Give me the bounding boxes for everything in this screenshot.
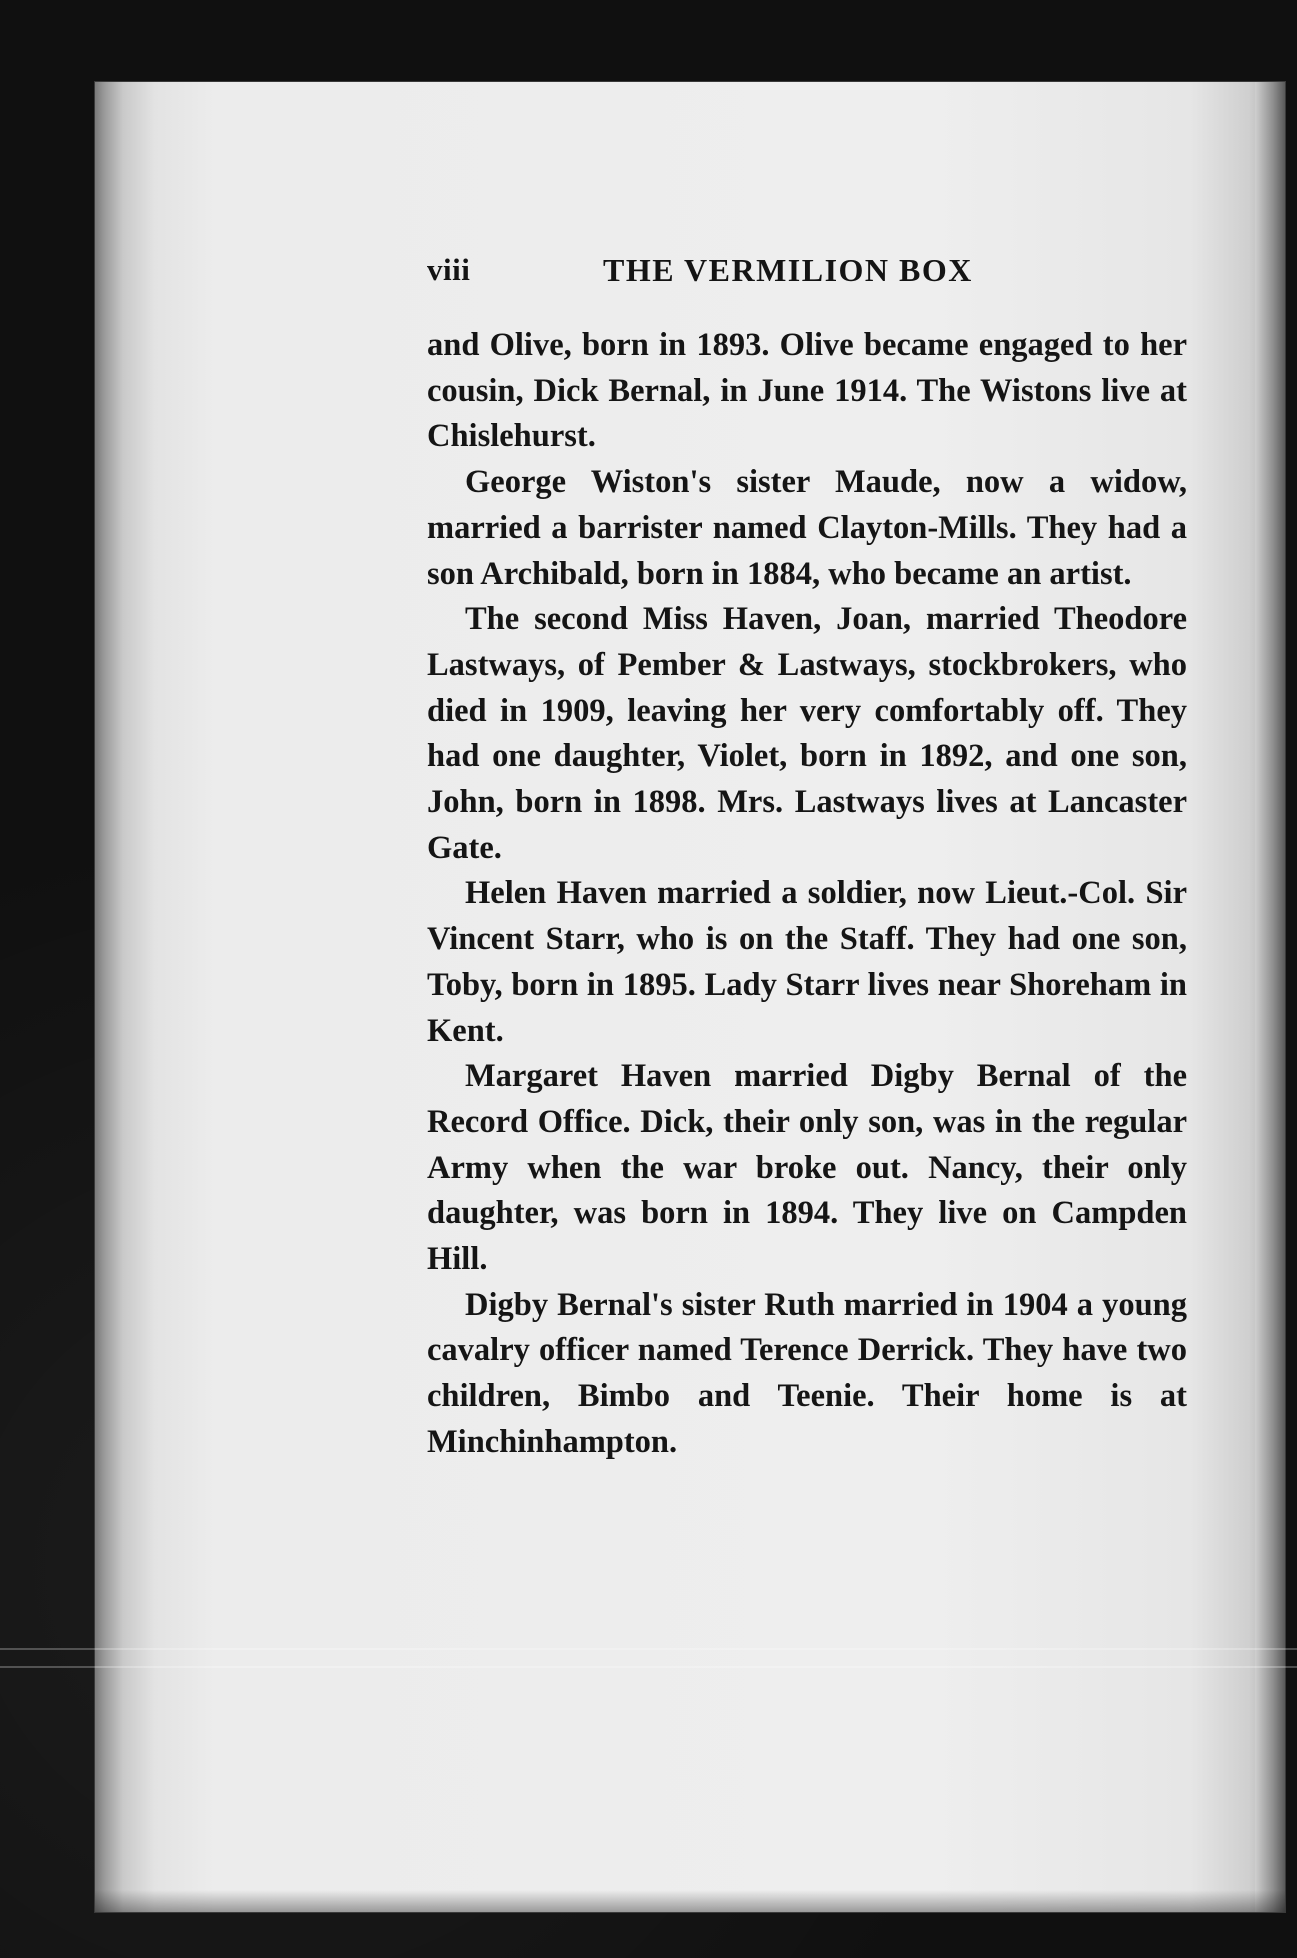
- paragraph: and Olive, born in 1893. Olive became engaged to her cousin, Dick Bernal, in June 1914. The Wistons live at Chislehurst.: [427, 327, 1187, 455]
- text-body: [427, 323, 1187, 1466]
- scan-line: [0, 1648, 1297, 1650]
- paragraph: George Wiston's sister Maude, now a widow, married a barrister named Clayton-Mills. They had a son Archibald, born in 1884, who became an artist.: [427, 464, 1187, 592]
- scan-line: [0, 1666, 1297, 1668]
- page-bottom-shadow: [95, 1890, 1285, 1912]
- book-title: THE VERMILION BOX: [603, 252, 973, 288]
- running-head: [427, 252, 1187, 292]
- paragraph: The second Miss Haven, Joan, married Theodore Lastways, of Pember & Lastways, stockbrokers, who died in 1909, leaving her very comfortably off. They had one daughter, Violet, born in 1892, and one son, John, born in 1898. Mrs. Lastways lives at Lancaster Gate.: [427, 601, 1187, 866]
- page-number: viii: [427, 252, 471, 287]
- page-right-edge: [1255, 82, 1285, 1912]
- paragraph: Digby Bernal's sister Ruth married in 1904 a young cavalry officer named Terence Derrick. They have two children, Bimbo and Teenie. Their home is at Minchinhampton.: [427, 1286, 1187, 1460]
- paragraph: Helen Haven married a soldier, now Lieut.-Col. Sir Vincent Starr, who is on the Staff. They had one son, Toby, born in 1895. Lady Starr lives near Shoreham in Kent.: [427, 875, 1187, 1049]
- paragraph: Margaret Haven married Digby Bernal of the Record Office. Dick, their only son, was in the regular Army when the war broke out. Nancy, their only daughter, was born in 1894. They live on Campden Hill.: [427, 1058, 1187, 1278]
